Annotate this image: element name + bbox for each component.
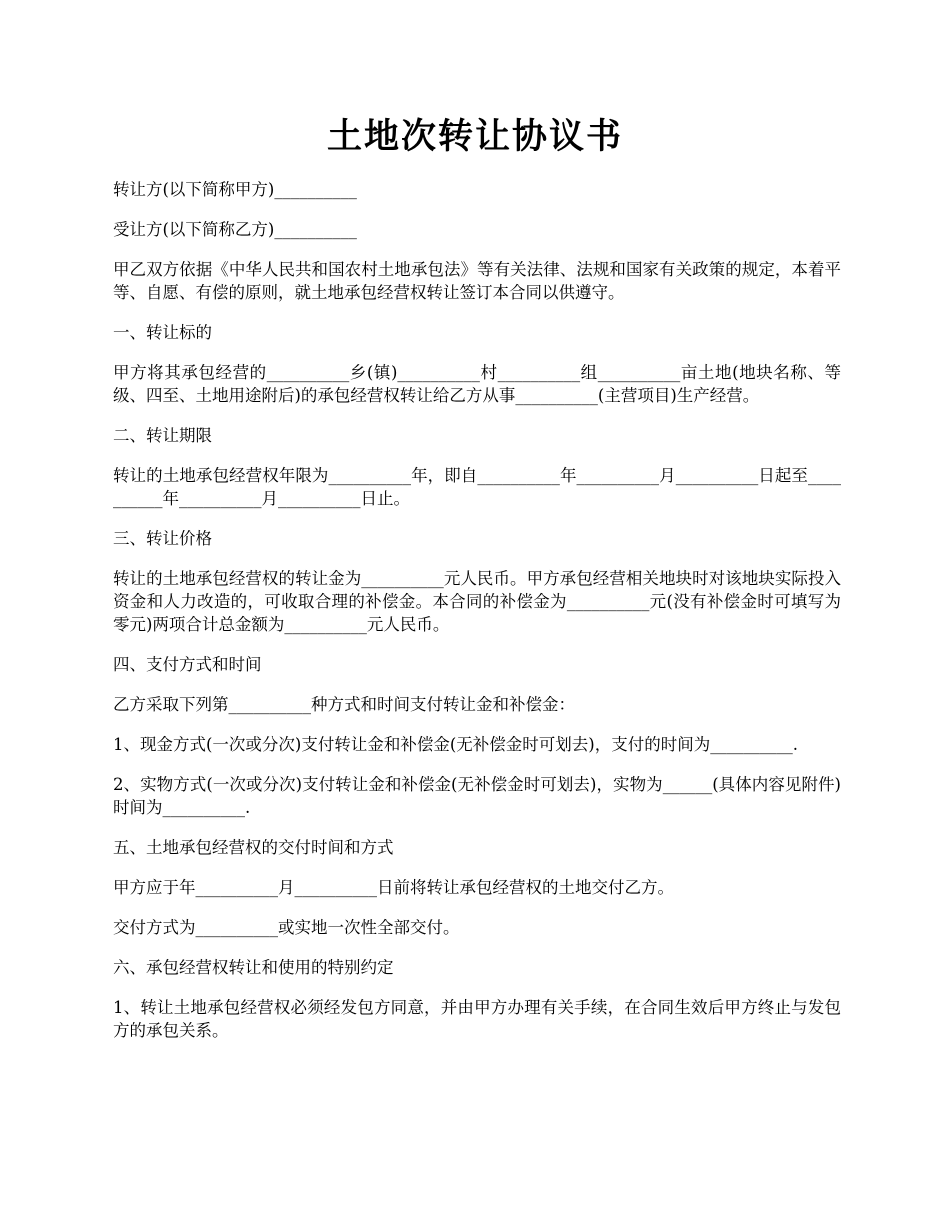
section-2-paragraph: 转让的土地承包经营权年限为__________年，即自__________年__________月__________日起至__________年__________月__________日止。 — [113, 466, 841, 508]
section-heading-6: 六、承包经营权转让和使用的特别约定 — [113, 958, 394, 977]
section-1-paragraph: 甲方将其承包经营的__________乡(镇)__________村__________组__________亩土地(地块名称、等级、四至、土地用途附后)的承包经营权转让给乙方从事__________(主营项目)生产经营。 — [113, 363, 841, 405]
section-5-paragraph-2: 交付方式为__________或实地一次性全部交付。 — [113, 918, 460, 937]
section-4-item-1: 1、现金方式(一次或分次)支付转让金和补偿金(无补偿金时可划去)，支付的时间为__________. — [113, 735, 798, 754]
section-3-paragraph: 转让的土地承包经营权的转让金为__________元人民币。甲方承包经营相关地块时对该地块实际投入资金和人力改造的，可收取合理的补偿金。本合同的补偿金为__________元(没有补偿金时可填写为零元)两项合计总金额为__________元人民币。 — [113, 569, 841, 634]
section-4-intro: 乙方采取下列第__________种方式和时间支付转让金和补偿金： — [113, 695, 575, 714]
section-heading-4: 四、支付方式和时间 — [113, 655, 262, 674]
section-heading-5: 五、土地承包经营权的交付时间和方式 — [113, 838, 394, 857]
section-heading-2: 二、转让期限 — [113, 426, 212, 445]
section-heading-3: 三、转让价格 — [113, 529, 212, 548]
document-body — [113, 178, 841, 1059]
section-heading-1: 一、转让标的 — [113, 323, 212, 342]
section-6-item-1: 1、转让土地承包经营权必须经发包方同意，并由甲方办理有关手续，在合同生效后甲方终止与发包方的承包关系。 — [113, 998, 841, 1040]
preamble-paragraph: 甲乙双方依据《中华人民共和国农村土地承包法》等有关法律、法规和国家有关政策的规定，本着平等、自愿、有偿的原则，就土地承包经营权转让签订本合同以供遵守。 — [113, 260, 841, 302]
transferor-line: 转让方(以下简称甲方)__________ — [113, 180, 357, 199]
transferee-line: 受让方(以下简称乙方)__________ — [113, 220, 357, 239]
section-4-item-2: 2、实物方式(一次或分次)支付转让金和补偿金(无补偿金时可划去)，实物为______(具体内容见附件)时间为__________. — [113, 775, 841, 817]
section-5-paragraph-1: 甲方应于年__________月__________日前将转让承包经营权的土地交付乙方。 — [113, 878, 674, 897]
document-title: 土地次转让协议书 — [326, 116, 623, 157]
